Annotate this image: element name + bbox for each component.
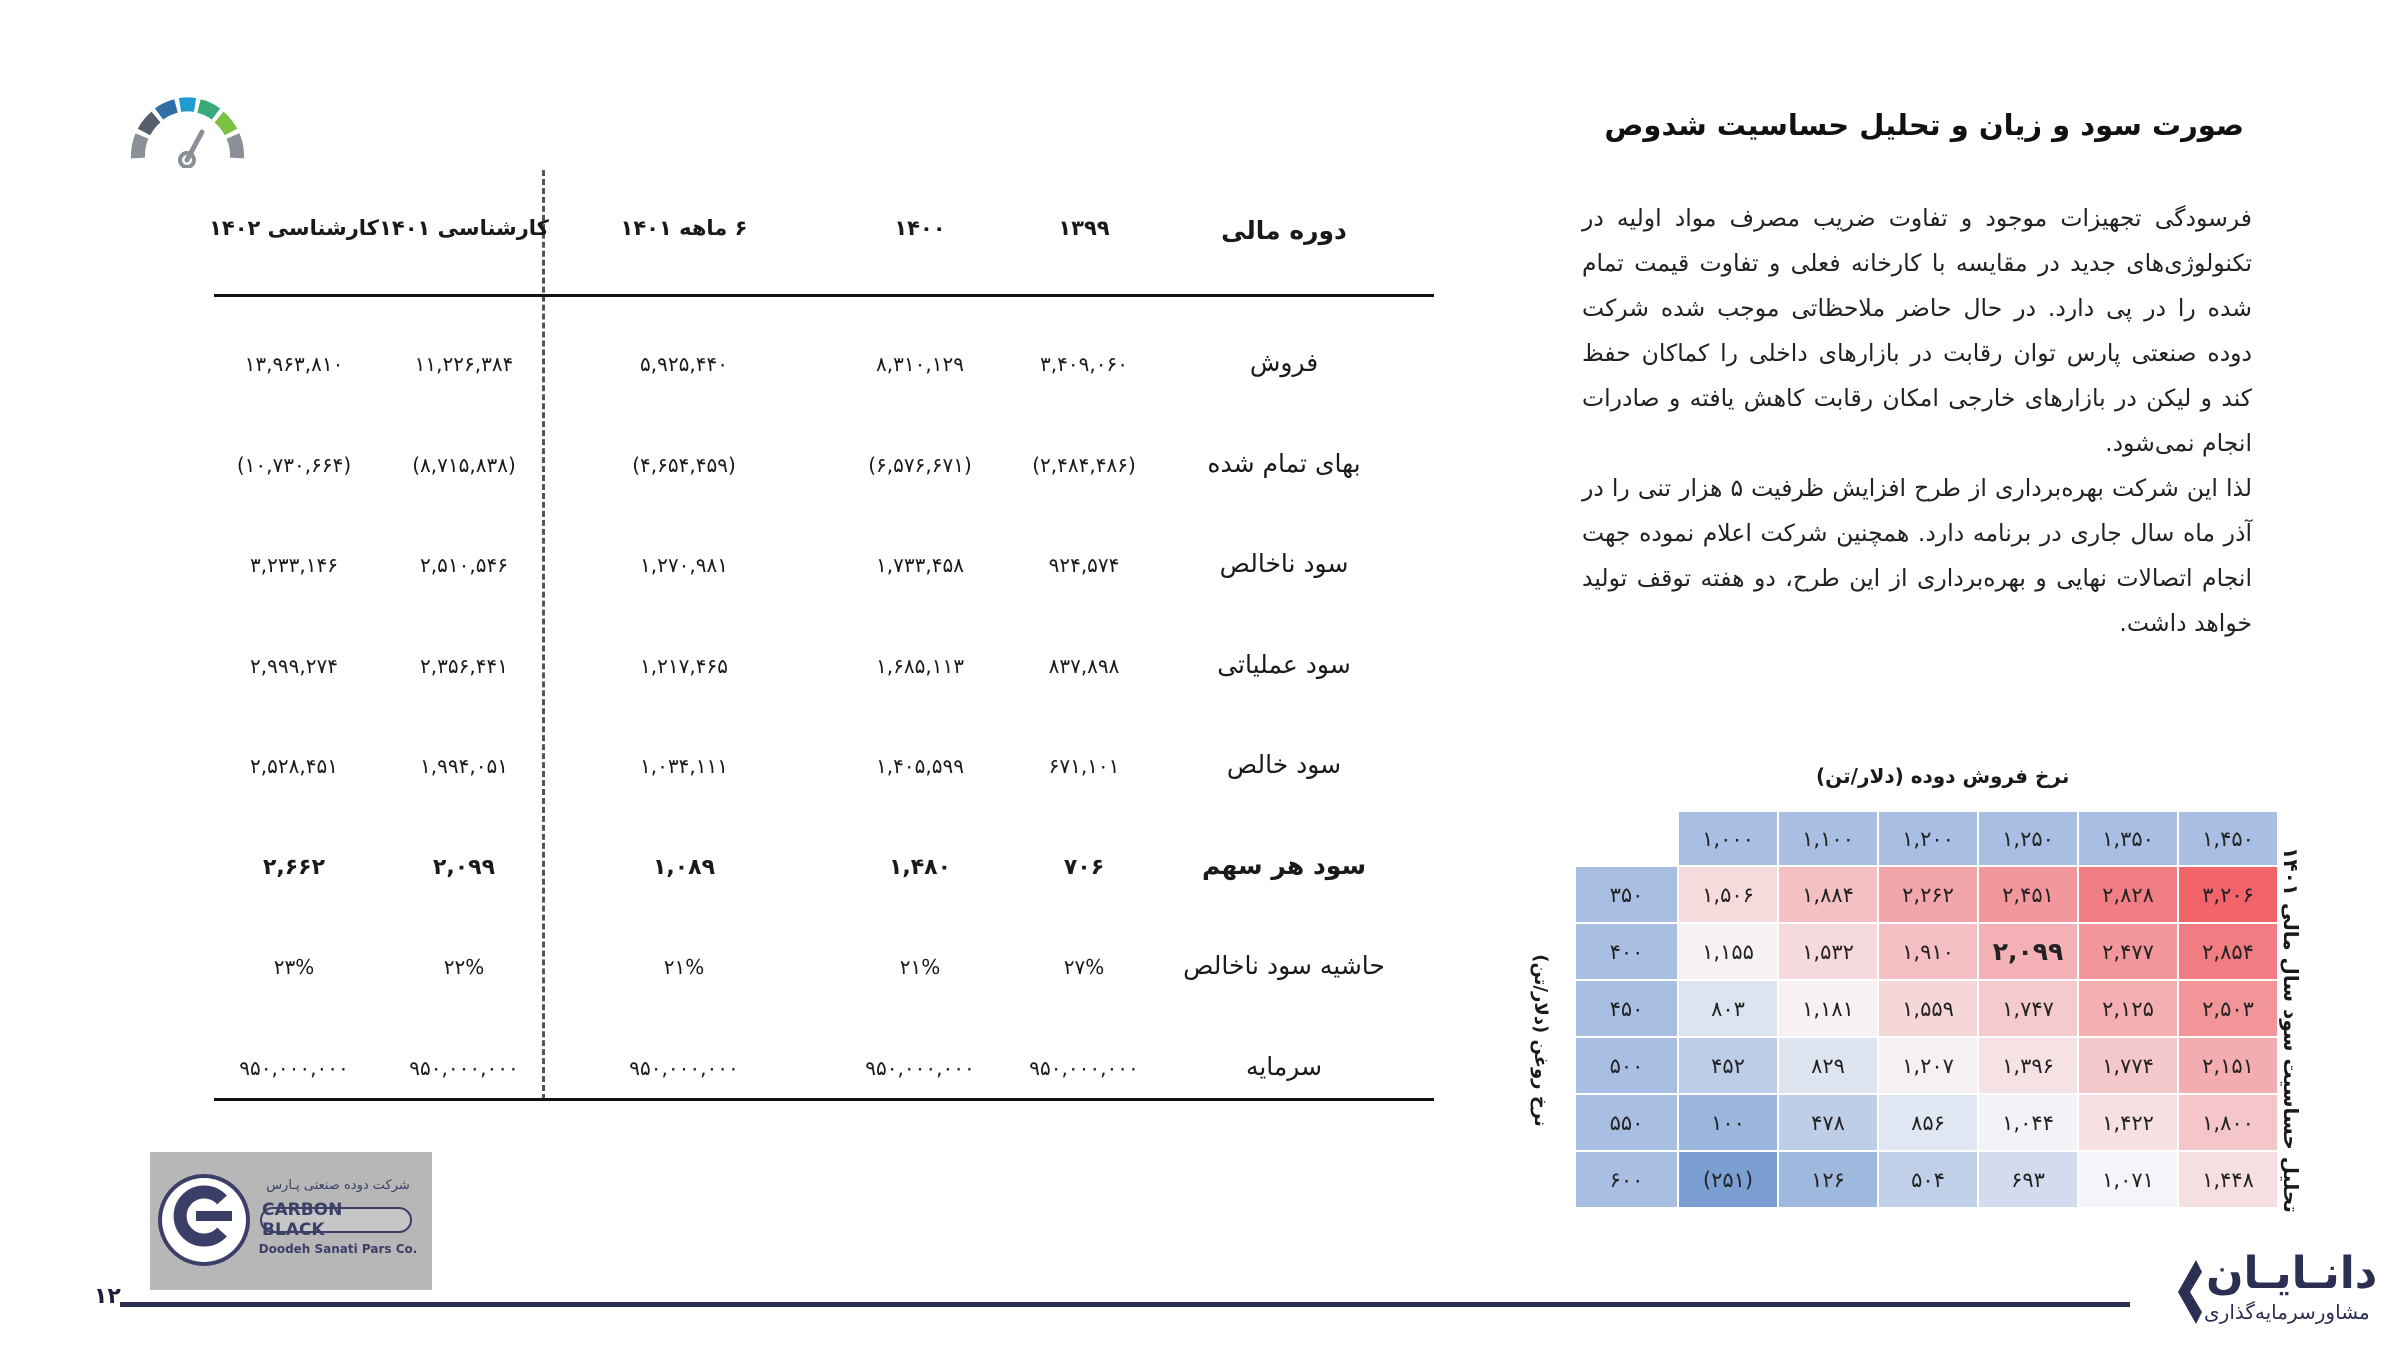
- table-cell: ۷۰۶: [1063, 854, 1105, 880]
- heatmap-cell: ۲,۵۰۳: [2179, 981, 2277, 1036]
- table-cell: ۲,۹۹۹,۲۷۴: [250, 653, 338, 678]
- table-cell: ۹۵۰,۰۰۰,۰۰۰: [629, 1055, 739, 1080]
- heatmap-cell: ۱,۰۷۱: [2079, 1152, 2177, 1207]
- header-col: ۱۳۹۹: [1058, 216, 1110, 240]
- heatmap-cell: ۱,۵۰۶: [1679, 867, 1777, 922]
- paragraph: فرسودگی تجهیزات موجود و تفاوت ضریب مصرف مواد اولیه در تکنولوژی‌های جدید در مقایسه با کارخانه فعلی و تفاوت قیمت تمام شده را در پی دارد. در حال حاضر ملاحظاتی موجب شده شرکت دوده صنعتی پارس توان رقابت در بازارهای داخلی را کماکان حفظ کند و لیکن در بازارهای خارجی امکان رقابت کاهش یافته و صادرات انجام نمی‌شود.: [1582, 204, 2252, 457]
- table-cell: (۶,۵۷۶,۶۷۱): [868, 452, 972, 477]
- row-label: سود خالص: [1226, 750, 1342, 779]
- heatmap-cell: ۲,۰۹۹: [1979, 924, 2077, 979]
- heatmap-cell: ۱۰۰: [1679, 1095, 1777, 1150]
- income-statement-table: [209, 170, 1434, 1100]
- heatmap-row-header: ۵۵۰: [1576, 1095, 1677, 1150]
- table-cell: ۱,۴۰۵,۵۹۹: [876, 754, 964, 778]
- table-cell: ۱,۲۷۰,۹۸۱: [640, 553, 728, 577]
- table-cell: ۹۵۰,۰۰۰,۰۰۰: [865, 1055, 975, 1080]
- heatmap-cell: ۲,۱۲۵: [2079, 981, 2177, 1036]
- row-label: سود ناخالص: [1219, 549, 1349, 578]
- heatmap-cell: ۱,۵۳۲: [1779, 924, 1877, 979]
- table-cell: ۹۵۰,۰۰۰,۰۰۰: [409, 1055, 519, 1080]
- heatmap-side-title-text: تحلیل حساسیت سود سال مالی ۱۴۰۱: [2279, 847, 2304, 1213]
- heatmap-cell: ۱,۹۱۰: [1879, 924, 1977, 979]
- heatmap-cell: ۴۷۸: [1779, 1095, 1877, 1150]
- row-label: سود هر سهم: [1201, 850, 1367, 880]
- heatmap-cell: ۱,۴۴۸: [2179, 1152, 2277, 1207]
- heatmap-row-header: ۵۰۰: [1576, 1038, 1677, 1093]
- gauge-icon: [128, 96, 246, 168]
- table-cell: ۲,۵۱۰,۵۴۶: [420, 553, 508, 577]
- table-cell: ۲۱%: [899, 955, 941, 979]
- row-label: سود عملیاتی: [1217, 649, 1351, 679]
- table-cell: ۵,۹۲۵,۴۴۰: [640, 352, 728, 376]
- heatmap-cell: ۱,۷۴۷: [1979, 981, 2077, 1036]
- header-col: کارشناسی ۱۴۰۲: [209, 216, 379, 240]
- heatmap-cell: ۲,۴۷۷: [2079, 924, 2177, 979]
- heatmap-cell: ۳,۲۰۶: [2179, 867, 2277, 922]
- heatmap-row-title: [1520, 940, 1560, 1140]
- header-col: ۱۴۰۰: [894, 216, 946, 240]
- bottom-rule: [214, 1098, 1434, 1101]
- table-cell: ۲۷%: [1063, 955, 1105, 979]
- heatmap-col-header: ۱,۲۰۰: [1879, 812, 1977, 865]
- heatmap-row-header: ۴۵۰: [1576, 981, 1677, 1036]
- heatmap-cell: ۱,۲۰۷: [1879, 1038, 1977, 1093]
- table-cell: ۱,۲۱۷,۴۶۵: [640, 653, 728, 678]
- row-label: بهای تمام شده: [1207, 448, 1361, 478]
- table-cell: ۱۳,۹۶۳,۸۱۰: [244, 352, 344, 376]
- heatmap-cell: ۱,۵۵۹: [1879, 981, 1977, 1036]
- table-cell: ۲,۵۲۸,۴۵۱: [250, 754, 338, 778]
- table-cell: ۲,۶۶۲: [262, 854, 326, 880]
- heatmap-row-title-text: نرخ روغن (دلار/تن): [1529, 953, 1551, 1127]
- heatmap-cell: ۱,۸۸۴: [1779, 867, 1877, 922]
- company-logo: [150, 1152, 432, 1290]
- table-cell: ۱,۰۳۴,۱۱۱: [640, 754, 728, 778]
- table-cell: ۱,۷۳۳,۴۵۸: [876, 553, 964, 577]
- table-cell: ۲۳%: [273, 955, 315, 979]
- heatmap-col-header: ۱,۲۵۰: [1979, 812, 2077, 865]
- heatmap-col-header: ۱,۰۰۰: [1679, 812, 1777, 865]
- heatmap-cell: ۸۲۹: [1779, 1038, 1877, 1093]
- header-rule: [214, 294, 1434, 297]
- table-cell: ۹۵۰,۰۰۰,۰۰۰: [1029, 1055, 1139, 1080]
- heatmap-column-title: نرخ فروش دوده (دلار/تن): [1816, 764, 2070, 788]
- heatmap-cell: ۸۰۳: [1679, 981, 1777, 1036]
- heatmap-cell: ۲,۸۲۸: [2079, 867, 2177, 922]
- brand-mark-icon: [2170, 1256, 2206, 1328]
- heatmap-cell: ۵۰۴: [1879, 1152, 1977, 1207]
- paragraph: لذا این شرکت بهره‌برداری از طرح افزایش ظرفیت ۵ هزار تنی را در آذر ماه سال جاری در برنامه دارد. همچنین شرکت اعلام نموده جهت انجام اتصالات نهایی و بهره‌برداری از این طرح، دو هفته توقف تولید خواهد داشت.: [1582, 474, 2252, 637]
- row-label: حاشیه سود ناخالص: [1183, 951, 1385, 980]
- heatmap-cell: ۲,۱۵۱: [2179, 1038, 2277, 1093]
- table-cell: ۹۲۴,۵۷۴: [1048, 553, 1120, 577]
- brand-logo: [2130, 1248, 2378, 1338]
- heatmap-col-header: ۱,۱۰۰: [1779, 812, 1877, 865]
- table-cell: ۸,۳۱۰,۱۲۹: [876, 352, 964, 376]
- heatmap-side-title: [2272, 847, 2310, 1213]
- brand-name: دانـایـان: [2206, 1248, 2378, 1299]
- table-cell: ۲۱%: [663, 955, 705, 979]
- table-cell: ۶۷۱,۱۰۱: [1048, 754, 1120, 778]
- heatmap-cell: ۱,۱۵۵: [1679, 924, 1777, 979]
- table-cell: (۸,۷۱۵,۸۳۸): [412, 452, 516, 477]
- footer-rule: [120, 1302, 2130, 1307]
- table-cell: (۴,۶۵۴,۴۵۹): [632, 452, 736, 477]
- heatmap-col-header: ۱,۴۵۰: [2179, 812, 2277, 865]
- description-text: [1582, 196, 2252, 646]
- heatmap-row-header: ۳۵۰: [1576, 867, 1677, 922]
- heatmap-cell: ۱۲۶: [1779, 1152, 1877, 1207]
- table-cell: (۱۰,۷۳۰,۶۶۴): [236, 452, 352, 477]
- heatmap-cell: ۲,۸۵۴: [2179, 924, 2277, 979]
- row-label: فروش: [1249, 348, 1319, 377]
- heatmap-cell: ۱,۴۲۲: [2079, 1095, 2177, 1150]
- table-cell: ۳,۲۳۳,۱۴۶: [250, 553, 338, 577]
- table-cell: ۲,۰۹۹: [432, 854, 496, 880]
- heatmap-cell: ۲,۲۶۲: [1879, 867, 1977, 922]
- heatmap-col-header: ۱,۳۵۰: [2079, 812, 2177, 865]
- table-cell: ۲,۳۵۶,۴۴۱: [420, 653, 508, 678]
- heatmap-cell: ۱,۳۹۶: [1979, 1038, 2077, 1093]
- heatmap-cell: (۲۵۱): [1679, 1152, 1777, 1207]
- row-label: سرمایه: [1245, 1051, 1323, 1081]
- brand-tagline: مشاورسرمایه‌گذاری: [2204, 1300, 2370, 1324]
- table-cell: ۱,۹۹۴,۰۵۱: [420, 754, 508, 778]
- heatmap-cell: ۱,۸۰۰: [2179, 1095, 2277, 1150]
- heatmap-cell: ۶۹۳: [1979, 1152, 2077, 1207]
- page-number: ۱۲: [94, 1284, 121, 1309]
- heatmap-cell: ۴۵۲: [1679, 1038, 1777, 1093]
- header-col: کارشناسی ۱۴۰۱: [379, 216, 549, 240]
- table-cell: ۱۱,۲۲۶,۳۸۴: [414, 352, 514, 376]
- header-period: دوره مالی: [1221, 216, 1347, 245]
- table-cell: ۳,۴۰۹,۰۶۰: [1040, 352, 1128, 376]
- page-title: صورت سود و زیان و تحلیل حساسیت شدوص: [1604, 108, 2244, 142]
- heatmap-cell: ۲,۴۵۱: [1979, 867, 2077, 922]
- table-cell: (۲,۴۸۴,۴۸۶): [1032, 452, 1136, 477]
- heatmap-cell: ۱,۷۷۴: [2079, 1038, 2177, 1093]
- heatmap-row-header: ۴۰۰: [1576, 924, 1677, 979]
- logo-c-icon: [172, 1184, 236, 1248]
- table-cell: ۱,۶۸۵,۱۱۳: [876, 653, 964, 678]
- table-cell: ۸۳۷,۸۹۸: [1048, 653, 1120, 678]
- logo-persian-text: شرکت دوده صنعتی پـارس: [266, 1178, 410, 1193]
- logo-english-text: Doodeh Sanati Pars Co.: [258, 1242, 418, 1256]
- logo-main-text: CARBON BLACK: [260, 1207, 412, 1233]
- table-cell: ۱,۴۸۰: [888, 854, 952, 880]
- table-cell: ۲۲%: [443, 955, 485, 979]
- heatmap-cell: ۱,۰۴۴: [1979, 1095, 2077, 1150]
- heatmap-cell: ۸۵۶: [1879, 1095, 1977, 1150]
- table-cell: ۹۵۰,۰۰۰,۰۰۰: [239, 1055, 349, 1080]
- table-cell: ۱,۰۸۹: [652, 854, 716, 880]
- heatmap-row-header: ۶۰۰: [1576, 1152, 1677, 1207]
- header-col: ۶ ماهه ۱۴۰۱: [620, 216, 748, 240]
- heatmap-cell: ۱,۱۸۱: [1779, 981, 1877, 1036]
